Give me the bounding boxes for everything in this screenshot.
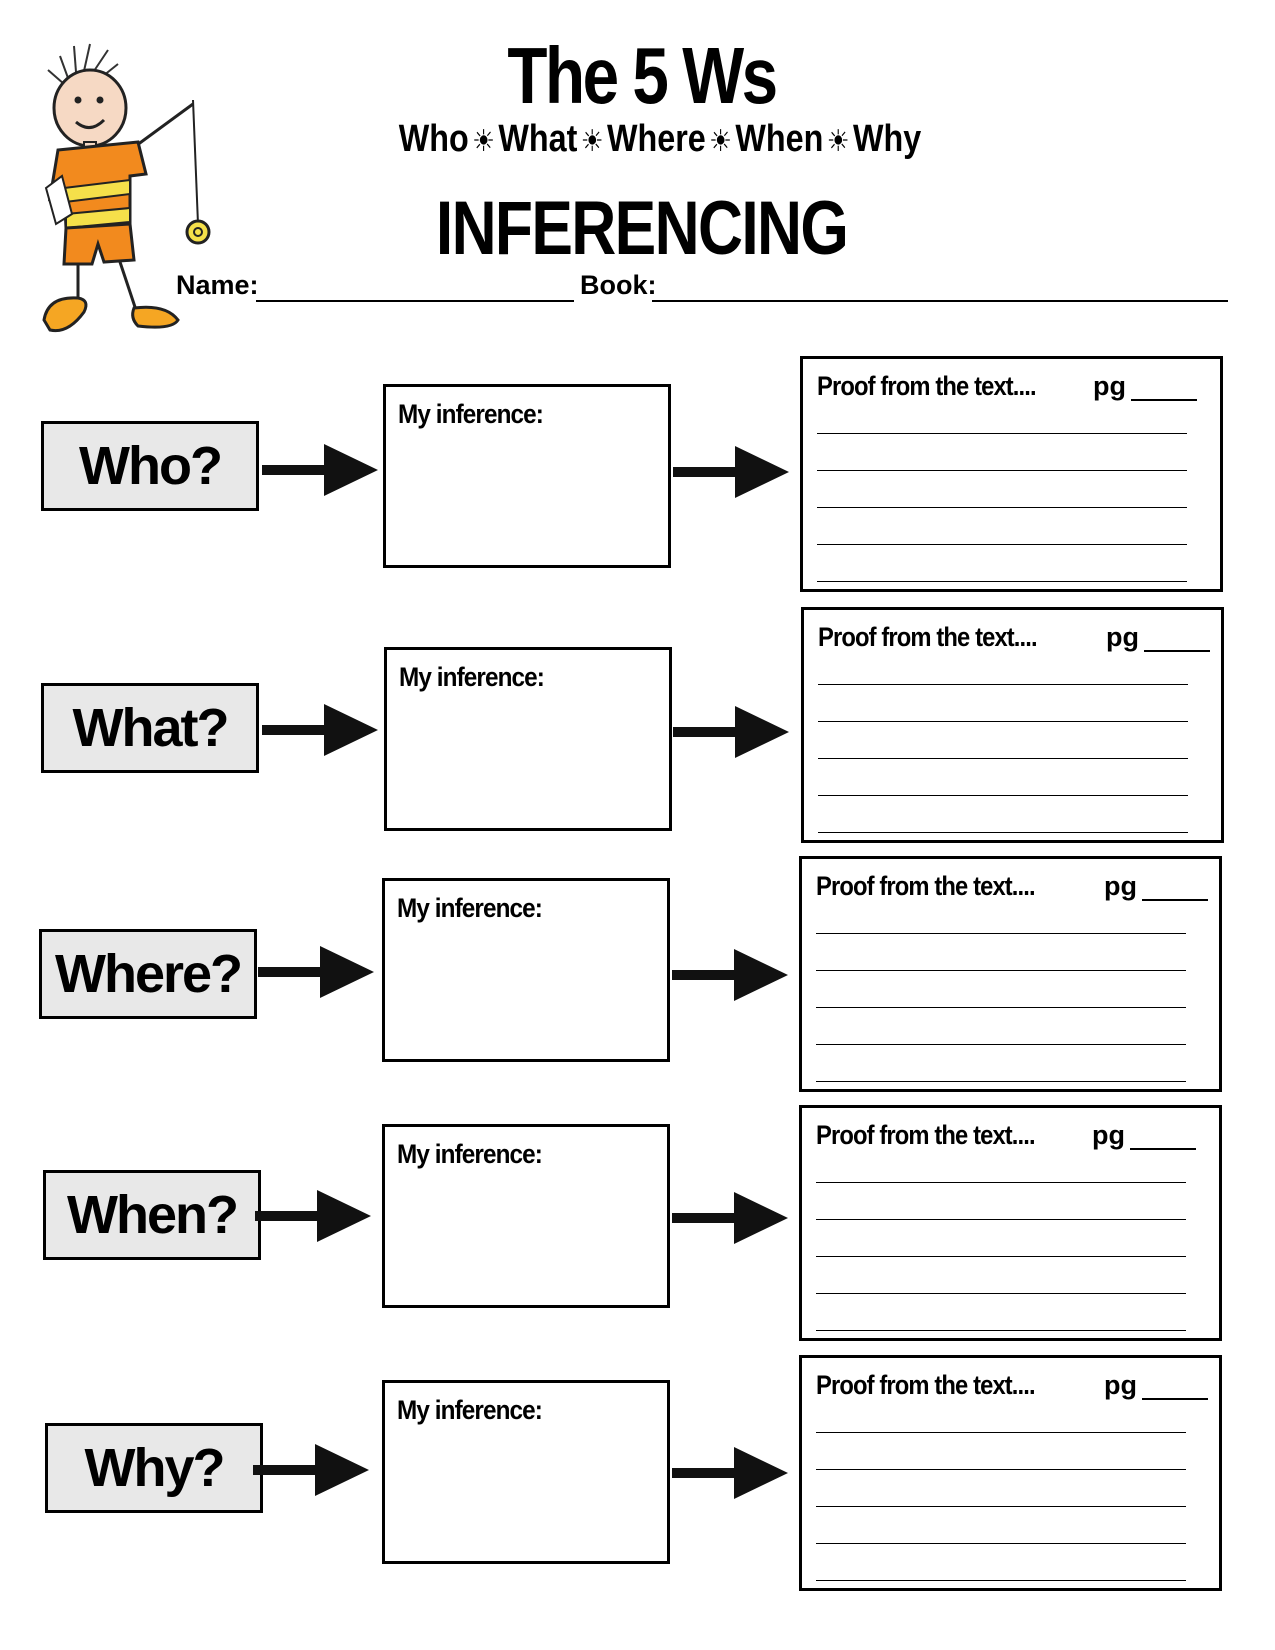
subtitle-when: When [735, 118, 824, 160]
proof-answer-line[interactable] [816, 933, 1186, 934]
proof-label: Proof from the text.... [818, 622, 1037, 652]
proof-answer-line[interactable] [816, 1044, 1186, 1045]
proof-answer-line[interactable] [817, 544, 1187, 545]
inference-label: My inference: [399, 662, 544, 692]
proof-answer-line[interactable] [816, 1469, 1186, 1470]
page-number-field[interactable] [1142, 1398, 1208, 1400]
subtitle-who: Who [398, 118, 469, 160]
subtitle-where: Where [607, 118, 706, 160]
inference-box[interactable] [382, 1124, 670, 1308]
proof-answer-line[interactable] [818, 832, 1188, 833]
arrow-right-icon [672, 1443, 790, 1503]
proof-answer-line[interactable] [816, 1543, 1186, 1544]
proof-answer-line[interactable] [816, 1432, 1186, 1433]
arrow-right-icon [258, 942, 376, 1002]
worksheet-title: The 5 Ws [507, 31, 776, 120]
proof-answer-line[interactable] [816, 1506, 1186, 1507]
question-box: What? [41, 683, 259, 773]
proof-answer-line[interactable] [816, 1256, 1186, 1257]
proof-label: Proof from the text.... [816, 1370, 1035, 1400]
page-number-field[interactable] [1144, 650, 1210, 652]
proof-box[interactable] [801, 607, 1224, 843]
page-label: pg [1104, 1370, 1137, 1400]
inference-box[interactable] [383, 384, 671, 568]
inference-box[interactable] [384, 647, 672, 831]
proof-answer-line[interactable] [816, 1007, 1186, 1008]
proof-answer-line[interactable] [816, 1293, 1186, 1294]
proof-box[interactable] [799, 1355, 1222, 1591]
arrow-right-icon [255, 1186, 373, 1246]
sun-icon: ☀ [709, 125, 733, 158]
page-label: pg [1104, 871, 1137, 901]
proof-answer-line[interactable] [817, 433, 1187, 434]
proof-answer-line[interactable] [817, 470, 1187, 471]
inferencing-heading: INFERENCING [435, 186, 848, 271]
subtitle-what: What [498, 118, 578, 160]
proof-box[interactable] [799, 1105, 1222, 1341]
question-box: When? [43, 1170, 261, 1260]
inference-box[interactable] [382, 878, 670, 1062]
inference-box[interactable] [382, 1380, 670, 1564]
inference-label: My inference: [398, 399, 543, 429]
name-field[interactable] [256, 300, 574, 302]
proof-box[interactable] [800, 356, 1223, 592]
subtitle-why: Why [853, 118, 922, 160]
arrow-right-icon [262, 440, 380, 500]
arrow-right-icon [672, 945, 790, 1005]
arrow-right-icon [262, 700, 380, 760]
arrow-right-icon [673, 702, 791, 762]
proof-answer-line[interactable] [816, 1219, 1186, 1220]
proof-answer-line[interactable] [816, 970, 1186, 971]
proof-answer-line[interactable] [818, 721, 1188, 722]
sun-icon: ☀ [580, 125, 604, 158]
arrow-right-icon [673, 442, 791, 502]
proof-box[interactable] [799, 856, 1222, 1092]
proof-answer-line[interactable] [816, 1330, 1186, 1331]
page-number-field[interactable] [1131, 399, 1197, 401]
proof-label: Proof from the text.... [817, 371, 1036, 401]
proof-answer-line[interactable] [816, 1182, 1186, 1183]
page-label: pg [1093, 371, 1126, 401]
page-label: pg [1092, 1120, 1125, 1150]
book-field[interactable] [652, 300, 1228, 302]
sun-icon: ☀ [826, 125, 850, 158]
proof-label: Proof from the text.... [816, 871, 1035, 901]
inference-label: My inference: [397, 1395, 542, 1425]
proof-answer-line[interactable] [817, 507, 1187, 508]
arrow-right-icon [672, 1188, 790, 1248]
five-ws-subtitle [354, 118, 966, 161]
proof-answer-line[interactable] [818, 684, 1188, 685]
page-number-field[interactable] [1142, 899, 1208, 901]
inference-label: My inference: [397, 893, 542, 923]
question-box: Where? [39, 929, 257, 1019]
page-label: pg [1106, 622, 1139, 652]
arrow-right-icon [253, 1440, 371, 1500]
inference-label: My inference: [397, 1139, 542, 1169]
question-box: Why? [45, 1423, 263, 1513]
proof-answer-line[interactable] [817, 581, 1187, 582]
question-box: Who? [41, 421, 259, 511]
proof-answer-line[interactable] [818, 795, 1188, 796]
proof-answer-line[interactable] [818, 758, 1188, 759]
proof-answer-line[interactable] [816, 1081, 1186, 1082]
proof-label: Proof from the text.... [816, 1120, 1035, 1150]
book-label: Book: [580, 270, 657, 300]
page-number-field[interactable] [1130, 1148, 1196, 1150]
sun-icon: ☀ [472, 125, 496, 158]
name-label: Name: [176, 270, 259, 300]
proof-answer-line[interactable] [816, 1580, 1186, 1581]
